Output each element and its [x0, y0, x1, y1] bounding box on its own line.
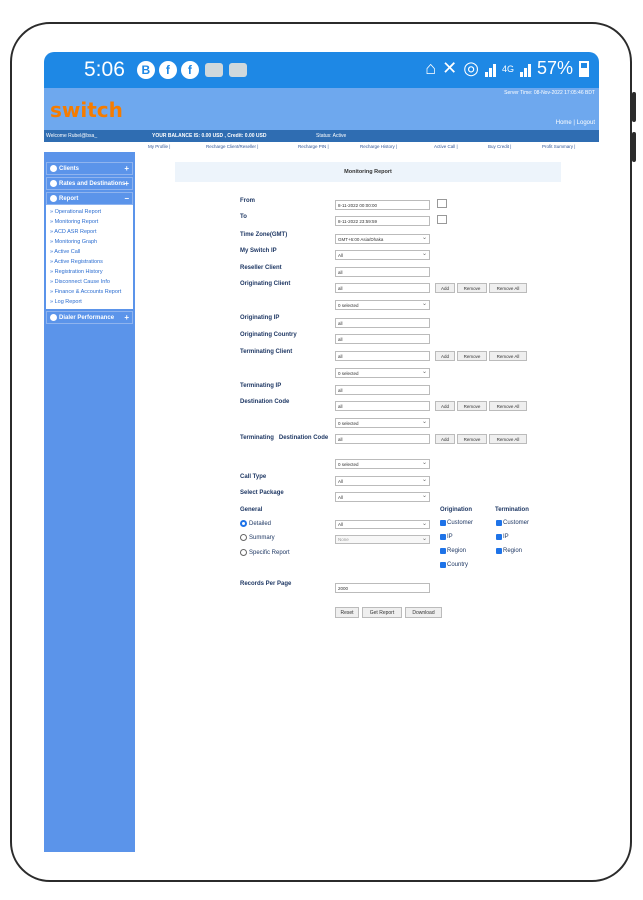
term-client-input[interactable]: all [335, 351, 430, 361]
facebook-icon: f [159, 61, 177, 79]
reset-button[interactable]: Reset [335, 607, 359, 618]
orig-ip-check[interactable]: IP [440, 534, 453, 540]
volume-button [632, 132, 636, 162]
call-type-select[interactable]: All ⌄ [335, 476, 430, 486]
signal-icon [485, 61, 496, 77]
clients-icon [50, 165, 57, 172]
reseller-input[interactable]: all [335, 267, 430, 277]
expand-icon: + [124, 313, 129, 323]
home-logout-links[interactable]: Home | Logout [555, 120, 595, 126]
summary-radio[interactable]: Summary [240, 534, 275, 541]
network-type: 4G [501, 63, 514, 74]
to-input[interactable]: 8-11-2022 23:59:59 [335, 216, 430, 226]
camera-app-icon [205, 63, 223, 77]
menu-profit-summary[interactable]: Profit Summary | [542, 144, 576, 149]
sidebar [44, 152, 135, 852]
sidebar-clients[interactable]: Clients + [46, 162, 133, 175]
sidebar-item-acd-asr[interactable]: » ACD ASR Report [50, 229, 97, 236]
clock: 5:06 [84, 58, 125, 81]
timezone-select[interactable]: GMT+6:00 Asia/Dhaka ⌄ [335, 234, 430, 244]
specific-report-radio[interactable]: Specific Report [240, 549, 290, 556]
sidebar-item-monitoring[interactable]: » Monitoring Report [50, 219, 99, 226]
general-label: General [240, 507, 263, 513]
page-title: Monitoring Report [175, 162, 561, 182]
term-dest-label: Terminating Destination Code [240, 435, 329, 441]
sidebar-item-finance[interactable]: » Finance & Accounts Report [50, 289, 122, 296]
orig-country-input[interactable]: all [335, 334, 430, 344]
term-client-remove-button[interactable]: Remove [457, 351, 487, 361]
menu-recharge-client[interactable]: Recharge Client/Reseller | [206, 144, 259, 149]
orig-client-remove-button[interactable]: Remove [457, 283, 487, 293]
b-icon: B [137, 61, 155, 79]
download-button[interactable]: Download [405, 607, 442, 618]
term-dest-remove-button[interactable]: Remove [457, 434, 487, 444]
status-bar [44, 52, 599, 88]
menu-buy-credit[interactable]: Buy Credit | [488, 144, 512, 149]
battery-icon [579, 61, 589, 77]
rates-icon [50, 180, 57, 187]
orig-ip-input[interactable]: all [335, 318, 430, 328]
dest-code-remove-button[interactable]: Remove [457, 401, 487, 411]
sidebar-item-monitoring-graph[interactable]: » Monitoring Graph [50, 239, 98, 246]
term-dest-input[interactable]: all [335, 434, 430, 444]
sidebar-item-log[interactable]: » Log Report [50, 299, 82, 306]
orig-region-check[interactable]: Region [440, 548, 466, 554]
report-submenu [46, 205, 133, 309]
calendar-icon[interactable] [437, 215, 447, 224]
timezone-label: Time Zone(GMT) [240, 232, 288, 238]
term-ip-check[interactable]: IP [496, 534, 509, 540]
expand-icon: + [124, 179, 129, 189]
summary-select[interactable]: None ⌄ [335, 535, 430, 544]
to-label: To [240, 214, 247, 220]
orig-client-selected[interactable]: 0 selected ⌄ [335, 300, 430, 310]
battery-percent: 57% [536, 58, 573, 78]
orig-client-add-button[interactable]: Add [435, 283, 455, 293]
dest-code-input[interactable]: all [335, 401, 430, 411]
site-header [44, 88, 599, 130]
menu-recharge-pin[interactable]: Recharge PIN | [298, 144, 329, 149]
term-region-check[interactable]: Region [496, 548, 522, 554]
orig-country-label: Originating Country [240, 332, 297, 338]
sidebar-item-disconnect-cause[interactable]: » Disconnect Cause Info [50, 279, 110, 286]
hotspot-icon: ◎ [463, 58, 479, 78]
term-ip-input[interactable]: all [335, 385, 430, 395]
logo: switch [50, 98, 123, 122]
orig-client-label: Originating Client [240, 281, 291, 287]
detailed-radio[interactable]: Detailed [240, 520, 271, 527]
reseller-label: Reseller Client [240, 265, 282, 271]
camera-app-icon [229, 63, 247, 77]
package-label: Select Package [240, 490, 284, 496]
sidebar-item-registration-history[interactable]: » Registration History [50, 269, 103, 276]
term-client-label: Terminating Client [240, 349, 293, 355]
package-select[interactable]: All ⌄ [335, 492, 430, 502]
report-icon [50, 195, 57, 202]
status: Status: Active [316, 133, 347, 139]
balance: YOUR BALANCE IS: 0.00 USD , Credit: 0.00 USD [152, 133, 267, 139]
dest-code-add-button[interactable]: Add [435, 401, 455, 411]
origination-label: Origination [440, 507, 472, 513]
orig-client-remove-all-button[interactable]: Remove All [489, 283, 527, 293]
dialer-icon [50, 314, 57, 321]
sidebar-item-active-call[interactable]: » Active Call [50, 249, 81, 256]
switch-ip-label: My Switch IP [240, 248, 277, 254]
orig-client-input[interactable]: all [335, 283, 430, 293]
term-customer-check[interactable]: Customer [496, 520, 529, 526]
sidebar-item-active-registrations[interactable]: » Active Registrations [50, 259, 103, 266]
from-input[interactable]: 8-11-2022 00:00:00 [335, 200, 430, 210]
welcome-bar [44, 130, 599, 142]
get-report-button[interactable]: Get Report [362, 607, 402, 618]
sidebar-item-operational[interactable]: » Operational Report [50, 209, 102, 216]
orig-customer-check[interactable]: Customer [440, 520, 473, 526]
server-time: Server Time: 08-Nov-2022 17:05:46 BDT [504, 90, 595, 96]
mute-icon: ✕ [442, 58, 458, 78]
menu-recharge-history[interactable]: Recharge History | [360, 144, 398, 149]
term-dest-remove-all-button[interactable]: Remove All [489, 434, 527, 444]
sidebar-report[interactable]: Report − [46, 192, 133, 205]
term-dest-selected[interactable]: 0 selected ⌄ [335, 459, 430, 469]
from-label: From [240, 198, 255, 204]
term-client-remove-all-button[interactable]: Remove All [489, 351, 527, 361]
switch-ip-select[interactable]: All ⌄ [335, 250, 430, 260]
status-right [425, 58, 589, 79]
sidebar-dialer[interactable]: Dialer Performance + [46, 311, 133, 324]
alarm-icon: ⌂ [425, 58, 437, 78]
signal-icon [520, 61, 531, 77]
screen [44, 52, 599, 852]
menu-active-call[interactable]: Active Call | [434, 144, 458, 149]
facebook-icon: f [181, 61, 199, 79]
records-label: Records Per Page [240, 581, 292, 587]
term-client-add-button[interactable]: Add [435, 351, 455, 361]
dest-code-remove-all-button[interactable]: Remove All [489, 401, 527, 411]
menu-my-profile[interactable]: My Profile | [148, 144, 171, 149]
term-ip-label: Terminating IP [240, 383, 282, 389]
detailed-select[interactable]: All ⌄ [335, 520, 430, 529]
collapse-icon: − [124, 194, 129, 204]
main-content [135, 152, 599, 852]
dest-code-label: Destination Code [240, 399, 290, 405]
term-dest-add-button[interactable]: Add [435, 434, 455, 444]
expand-icon: + [124, 164, 129, 173]
term-client-selected[interactable]: 0 selected ⌄ [335, 368, 430, 378]
records-input[interactable]: 2000 [335, 583, 430, 593]
dest-code-selected[interactable]: 0 selected ⌄ [335, 418, 430, 428]
termination-label: Termination [495, 507, 529, 513]
orig-ip-label: Originating IP [240, 315, 280, 321]
side-button [632, 92, 636, 122]
sidebar-rates[interactable]: Rates and Destinations + [46, 177, 133, 190]
welcome-user: Welcome Rubel@bsa_ [46, 133, 98, 139]
orig-country-check[interactable]: Country [440, 562, 468, 568]
call-type-label: Call Type [240, 474, 267, 480]
calendar-icon[interactable] [437, 199, 447, 208]
